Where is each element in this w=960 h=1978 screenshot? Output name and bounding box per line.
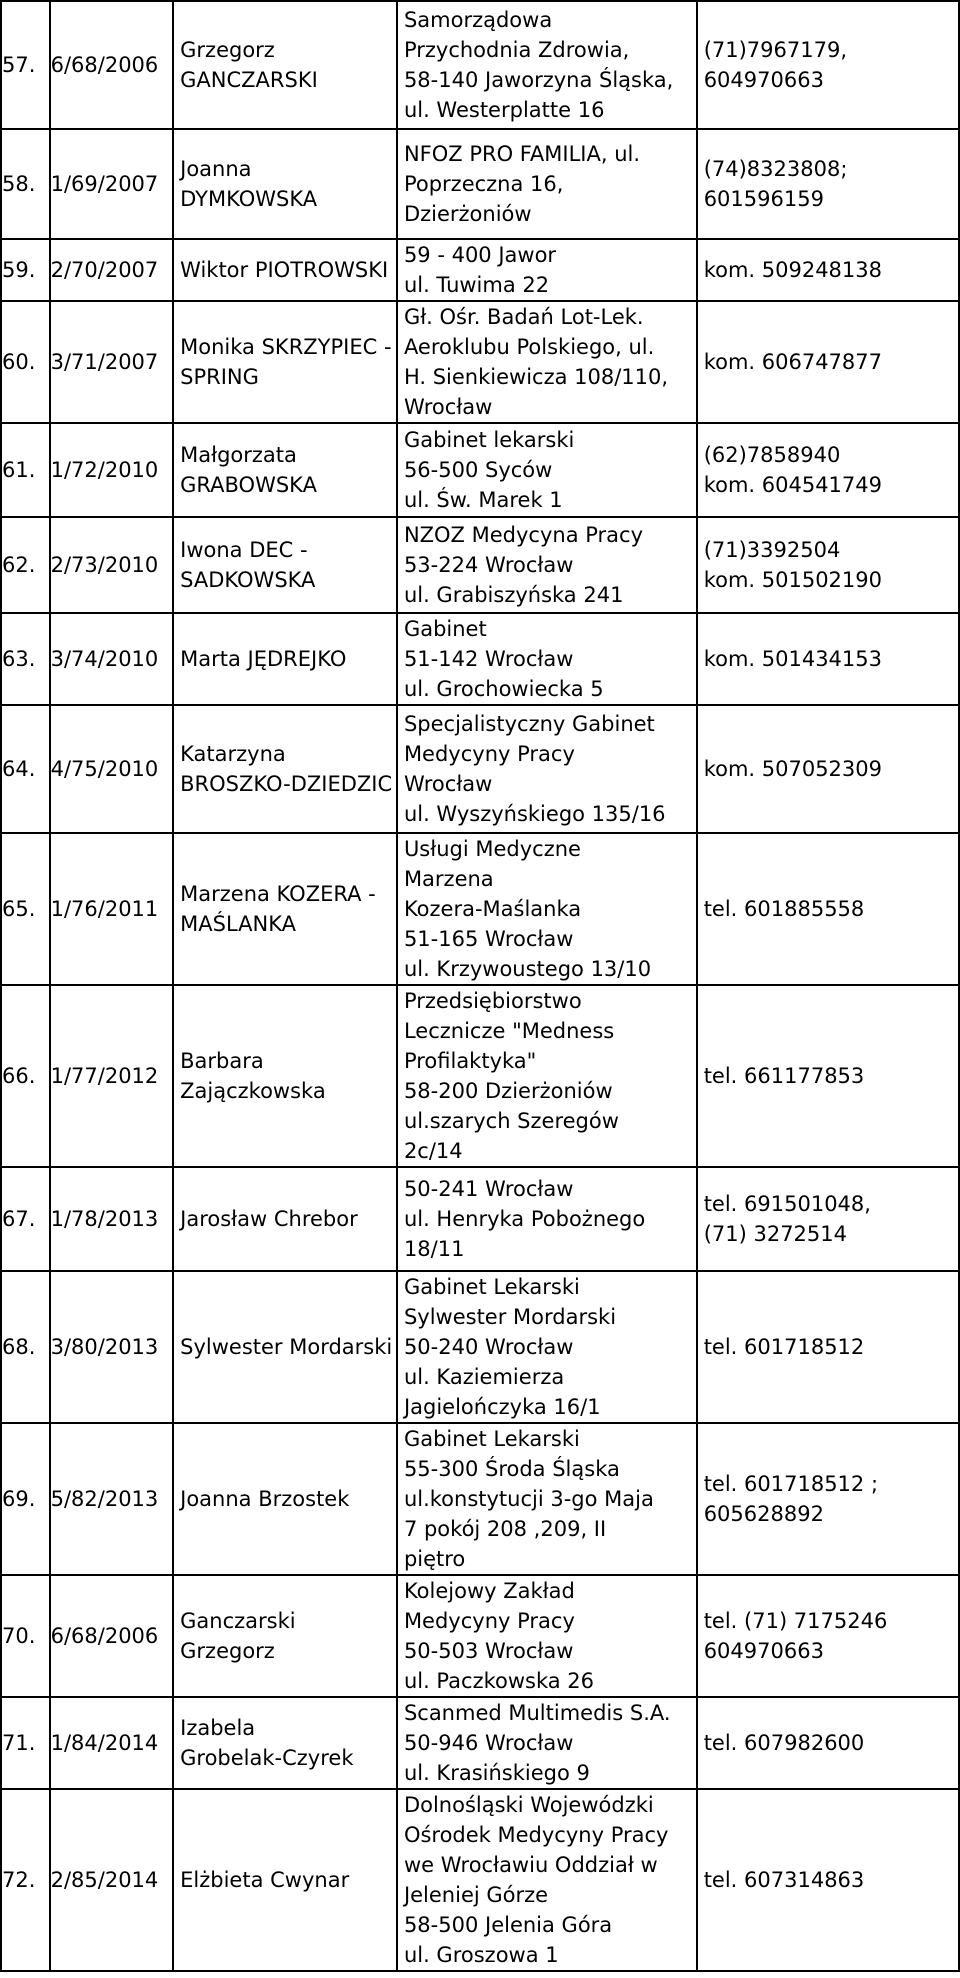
address-line: Przychodnia Zdrowia, (403, 38, 630, 62)
phone (697, 1, 959, 129)
address-line: Dzierżoniów (403, 202, 532, 226)
person-name (173, 705, 397, 833)
address-line: Ośrodek Medycyny Pracy (403, 1823, 669, 1847)
row-index: 69. (1, 1423, 50, 1575)
person-name (173, 517, 397, 613)
address-line: 50-241 Wrocław (403, 1177, 574, 1201)
phone (697, 301, 959, 423)
address-line: Gabinet (403, 617, 487, 641)
phone-line: kom. 509248138 (703, 258, 883, 282)
row-index: 63. (1, 613, 50, 705)
table-row (1, 301, 959, 423)
person-name-line: Grzegorz (180, 38, 275, 62)
address (397, 1789, 697, 1971)
row-index: 64. (1, 705, 50, 833)
address (397, 301, 697, 423)
phone-line: (74)8323808; (703, 157, 848, 181)
registration-number: 1/76/2011 (50, 833, 174, 985)
address-line: Samorządowa (403, 8, 553, 32)
address-line: Profilaktyka" (403, 1049, 537, 1073)
person-name-line: MAŚLANKA (180, 912, 296, 936)
phone-line: (71) 3272514 (703, 1222, 847, 1246)
address-line: H. Sienkiewicza 108/110, (403, 365, 669, 389)
table-row (1, 423, 959, 517)
phone-line: (71)3392504 (703, 538, 841, 562)
address-line: Poprzeczna 16, (403, 172, 564, 196)
phone (697, 239, 959, 301)
address-line: 2c/14 (403, 1139, 463, 1163)
address-line: 50-946 Wrocław (403, 1731, 574, 1755)
address-line: Jagielończyka 16/1 (403, 1395, 601, 1419)
person-name (173, 1789, 397, 1971)
row-index: 66. (1, 985, 50, 1167)
phone-line: kom. 604541749 (703, 473, 883, 497)
address-line: Sylwester Mordarski (403, 1305, 617, 1329)
phone-line: 604970663 (703, 68, 824, 92)
person-name-line: Marta JĘDREJKO (180, 647, 347, 671)
address-line: 55-300 Środa Śląska (403, 1457, 620, 1481)
phone-line: tel. 601885558 (703, 897, 865, 921)
table-row (1, 517, 959, 613)
address (397, 613, 697, 705)
phone (697, 613, 959, 705)
row-index: 61. (1, 423, 50, 517)
address-line: ul. Kaziemierza (403, 1365, 565, 1389)
phone-line: tel. 661177853 (703, 1064, 865, 1088)
person-name (173, 239, 397, 301)
row-index: 62. (1, 517, 50, 613)
address-line: Medycyny Pracy (403, 742, 575, 766)
address-line: Aeroklubu Polskiego, ul. (403, 335, 655, 359)
phone (697, 705, 959, 833)
table-row (1, 1423, 959, 1575)
registration-number: 1/78/2013 (50, 1167, 174, 1271)
row-index: 59. (1, 239, 50, 301)
phone-line: tel. 601718512 (703, 1335, 865, 1359)
person-name (173, 833, 397, 985)
phone (697, 1575, 959, 1697)
address-line: 53-224 Wrocław (403, 553, 574, 577)
address-line: ul. Paczkowska 26 (403, 1669, 595, 1693)
registration-number: 1/84/2014 (50, 1697, 174, 1789)
address (397, 423, 697, 517)
person-name-line: Ganczarski (180, 1609, 296, 1633)
registration-number: 3/71/2007 (50, 301, 174, 423)
phone-line: 601596159 (703, 187, 824, 211)
address-line: Scanmed Multimedis S.A. (403, 1701, 671, 1725)
person-name (173, 985, 397, 1167)
row-index: 65. (1, 833, 50, 985)
address-line: Wrocław (403, 772, 493, 796)
address-line: ul. Krasińskiego 9 (403, 1761, 590, 1785)
person-name (173, 1, 397, 129)
person-name-line: SPRING (180, 365, 259, 389)
address-line: Medycyny Pracy (403, 1609, 575, 1633)
address (397, 1271, 697, 1423)
address (397, 705, 697, 833)
person-name-line: Grzegorz (180, 1639, 275, 1663)
phone-line: tel. 607982600 (703, 1731, 865, 1755)
person-name-line: Małgorzata (180, 443, 297, 467)
row-index: 72. (1, 1789, 50, 1971)
registration-number: 2/73/2010 (50, 517, 174, 613)
person-name (173, 613, 397, 705)
address-line: ul. Tuwima 22 (403, 273, 550, 297)
address-line: Kolejowy Zakład (403, 1579, 575, 1603)
phone-line: 605628892 (703, 1502, 824, 1526)
address-line: Specjalistyczny Gabinet (403, 712, 655, 736)
registration-number: 1/77/2012 (50, 985, 174, 1167)
address-line: 58-200 Dzierżoniów (403, 1079, 613, 1103)
row-index: 70. (1, 1575, 50, 1697)
registration-number: 4/75/2010 (50, 705, 174, 833)
address-line: Gabinet Lekarski (403, 1275, 580, 1299)
person-name-line: BROSZKO-DZIEDZIC (180, 772, 393, 796)
person-name-line: Elżbieta Cwynar (180, 1868, 350, 1892)
address-line: 51-142 Wrocław (403, 647, 574, 671)
person-name-line: Joanna Brzostek (180, 1487, 350, 1511)
person-name (173, 1271, 397, 1423)
phone-line: tel. (71) 7175246 (703, 1609, 888, 1633)
address-line: piętro (403, 1547, 466, 1571)
person-name-line: Sylwester Mordarski (180, 1335, 393, 1359)
table-row (1, 239, 959, 301)
person-name-line: Izabela (180, 1716, 256, 1740)
table-row (1, 833, 959, 985)
phone (697, 1697, 959, 1789)
person-name-line: Marzena KOZERA - (180, 882, 376, 906)
row-index: 67. (1, 1167, 50, 1271)
registration-number: 1/72/2010 (50, 423, 174, 517)
registration-number: 1/69/2007 (50, 129, 174, 239)
table-row (1, 1575, 959, 1697)
address-line: Dolnośląski Wojewódzki (403, 1793, 654, 1817)
address-line: ul.szarych Szeregów (403, 1109, 619, 1133)
person-name (173, 301, 397, 423)
phone-line: kom. 501434153 (703, 647, 883, 671)
table-row (1, 1, 959, 129)
address (397, 129, 697, 239)
address (397, 239, 697, 301)
person-name-line: Katarzyna (180, 742, 286, 766)
address (397, 517, 697, 613)
address-line: ul.konstytucji 3-go Maja (403, 1487, 654, 1511)
address (397, 1167, 697, 1271)
address-line: 18/11 (403, 1237, 465, 1261)
person-name-line: Zajączkowska (180, 1079, 326, 1103)
address-line: Gł. Ośr. Badań Lot-Lek. (403, 305, 644, 329)
address-line: 51-165 Wrocław (403, 927, 574, 951)
person-name-line: Monika SKRZYPIEC - (180, 335, 392, 359)
address-line: Marzena (403, 867, 494, 891)
person-name-line: Iwona DEC - (180, 538, 308, 562)
address-line: Usługi Medyczne (403, 837, 581, 861)
table-row (1, 1271, 959, 1423)
phone-line: kom. 501502190 (703, 568, 883, 592)
table-row (1, 1167, 959, 1271)
address-line: ul. Św. Marek 1 (403, 488, 563, 512)
person-name-line: SADKOWSKA (180, 568, 316, 592)
phone-line: kom. 606747877 (703, 350, 883, 374)
registration-number: 6/68/2006 (50, 1575, 174, 1697)
person-name (173, 1423, 397, 1575)
address-line: ul. Krzywoustego 13/10 (403, 957, 652, 981)
registry-table-body (1, 1, 959, 1971)
address-line: ul. Westerplatte 16 (403, 98, 605, 122)
address (397, 1575, 697, 1697)
registration-number: 2/85/2014 (50, 1789, 174, 1971)
phone (697, 1271, 959, 1423)
address-line: ul. Henryka Pobożnego (403, 1207, 646, 1231)
registration-number: 6/68/2006 (50, 1, 174, 129)
registration-number: 5/82/2013 (50, 1423, 174, 1575)
address-line: Jeleniej Górze (403, 1883, 549, 1907)
person-name (173, 423, 397, 517)
address-line: Wrocław (403, 395, 493, 419)
address-line: Przedsiębiorstwo (403, 989, 582, 1013)
person-name-line: Grobelak-Czyrek (180, 1746, 354, 1770)
person-name (173, 129, 397, 239)
person-name (173, 1697, 397, 1789)
phone-line: tel. 607314863 (703, 1868, 865, 1892)
address (397, 1, 697, 129)
phone (697, 423, 959, 517)
row-index: 57. (1, 1, 50, 129)
person-name-line: Barbara (180, 1049, 264, 1073)
address-line: 59 - 400 Jawor (403, 243, 557, 267)
address-line: Gabinet Lekarski (403, 1427, 580, 1451)
table-row (1, 1789, 959, 1971)
phone-line: tel. 601718512 ; (703, 1472, 879, 1496)
registration-number: 3/80/2013 (50, 1271, 174, 1423)
address (397, 833, 697, 985)
person-name-line: DYMKOWSKA (180, 187, 318, 211)
table-row (1, 985, 959, 1167)
phone (697, 1789, 959, 1971)
address-line: Gabinet lekarski (403, 428, 575, 452)
address-line: NZOZ Medycyna Pracy (403, 523, 644, 547)
address-line: ul. Groszowa 1 (403, 1943, 559, 1967)
row-index: 71. (1, 1697, 50, 1789)
address-line: 56-500 Syców (403, 458, 553, 482)
address-line: Lecznicze "Medness (403, 1019, 615, 1043)
row-index: 60. (1, 301, 50, 423)
registration-number: 2/70/2007 (50, 239, 174, 301)
table-row (1, 705, 959, 833)
person-name (173, 1575, 397, 1697)
phone-line: tel. 691501048, (703, 1192, 871, 1216)
address-line: 58-140 Jaworzyna Śląska, (403, 68, 674, 92)
phone-line: (62)7858940 (703, 443, 841, 467)
table-row (1, 613, 959, 705)
address (397, 1423, 697, 1575)
phone-line: (71)7967179, (703, 38, 847, 62)
row-index: 68. (1, 1271, 50, 1423)
address (397, 1697, 697, 1789)
address-line: 7 pokój 208 ,209, II (403, 1517, 607, 1541)
phone (697, 517, 959, 613)
person-name-line: Jarosław Chrebor (180, 1207, 358, 1231)
address-line: Kozera-Maślanka (403, 897, 582, 921)
address-line: we Wrocławiu Oddział w (403, 1853, 658, 1877)
address-line: NFOZ PRO FAMILIA, ul. (403, 142, 641, 166)
person-name-line: GRABOWSKA (180, 473, 317, 497)
address-line: 50-240 Wrocław (403, 1335, 574, 1359)
table-row (1, 1697, 959, 1789)
address (397, 985, 697, 1167)
phone-line: 604970663 (703, 1639, 824, 1663)
phone (697, 129, 959, 239)
phone-line: kom. 507052309 (703, 757, 883, 781)
phone (697, 985, 959, 1167)
address-line: ul. Grabiszyńska 241 (403, 583, 624, 607)
address-line: ul. Wyszyńskiego 135/16 (403, 802, 666, 826)
registration-number: 3/74/2010 (50, 613, 174, 705)
phone (697, 1167, 959, 1271)
address-line: ul. Grochowiecka 5 (403, 677, 604, 701)
phone (697, 1423, 959, 1575)
address-line: 58-500 Jelenia Góra (403, 1913, 613, 1937)
phone (697, 833, 959, 985)
person-name-line: Joanna (180, 157, 252, 181)
person-name-line: Wiktor PIOTROWSKI (180, 258, 389, 282)
address-line: 50-503 Wrocław (403, 1639, 574, 1663)
person-name (173, 1167, 397, 1271)
person-name-line: GANCZARSKI (180, 68, 318, 92)
row-index: 58. (1, 129, 50, 239)
table-row (1, 129, 959, 239)
